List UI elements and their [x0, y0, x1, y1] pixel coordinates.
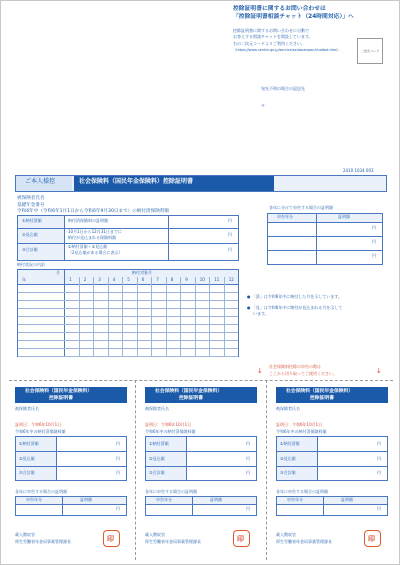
- card-proof-date: 証明日：令和6年10月1日: [145, 422, 192, 427]
- month-number: 1: [69, 277, 72, 282]
- cert-amount-header: 証明額: [338, 214, 350, 219]
- recipient-tab: [16, 176, 72, 191]
- card-row1: ①納付済額: [149, 441, 169, 446]
- postal-mark: 〒: [261, 103, 265, 108]
- contact-line-2: 「控除証明書相談チャット（24時間対応）」へ: [233, 14, 354, 20]
- card-header: [15, 387, 127, 403]
- cut-note-1: 社会保険料控除の申告の際は: [269, 364, 321, 369]
- certificate-title: 社会保険料（国民年金保険料）控除証明書: [79, 178, 194, 185]
- chat-desc-2: お答えする相談チャットを開設しています。: [233, 34, 313, 39]
- month-number: 3: [98, 277, 101, 282]
- row2-desc-1: 10月1日から12月31日までに: [68, 229, 122, 234]
- card-row1: ①納付済額: [19, 441, 39, 446]
- declare-year-header: 申告年分: [277, 214, 293, 219]
- insured-name-label: 被保険者氏名: [17, 196, 45, 201]
- period-label: 令和6年中（令和6年1月1日から令和6年9月30日まで）の納付済保険料額: [17, 209, 170, 214]
- card-yen-2: 円: [116, 456, 120, 461]
- month-number: 5: [127, 277, 130, 282]
- note-2: ● 「見」は令和6年中に納付が見込まれる月を示して: [247, 305, 343, 310]
- card-by-year: 各年に申告する場合の証明額: [145, 489, 197, 494]
- card-row2: ②見込額: [149, 456, 165, 461]
- chat-desc-3: 右の二次元コードよりご利用ください。: [233, 41, 305, 46]
- qr-label: 二次元コード: [361, 49, 380, 53]
- recipient-tab-label: ご本人様控: [25, 178, 56, 185]
- month-number: 8: [170, 277, 174, 282]
- card-declare-year: 申告年分: [26, 497, 42, 502]
- card-title-1: 社会保険料（国民年金保険料）: [25, 389, 93, 394]
- card-title-2: 控除証明書: [49, 396, 73, 401]
- card-row3: ③合計額: [19, 470, 35, 475]
- seal-text: 印: [368, 535, 375, 543]
- grid-row-line: [18, 348, 238, 349]
- card-cert-amount: 証明額: [341, 497, 353, 502]
- contact-line-1: 控除証明書に関するお問い合わせは: [233, 6, 326, 12]
- by-year-yen-2: 円: [372, 239, 376, 244]
- card-header: [145, 387, 257, 403]
- grid-row-line: [18, 292, 238, 293]
- payment-status-label: 納付状況の内訳: [17, 262, 45, 267]
- cut-arrow-icon-2: ↓: [376, 367, 382, 375]
- month-number: 2: [83, 277, 87, 282]
- card-title-1: 社会保険料（国民年金保険料）: [286, 389, 354, 394]
- card-yen-3: 円: [377, 470, 381, 475]
- month-number: 10: [199, 277, 205, 282]
- card-issuer-1: 歳入徴収官: [276, 532, 296, 537]
- row2-label: ②見込額: [22, 232, 38, 237]
- month-number: 4: [112, 277, 116, 282]
- grid-row-line: [18, 316, 238, 317]
- seal-stamp-icon: [103, 530, 120, 547]
- card-yen-1: 円: [116, 441, 120, 446]
- month-number: 11: [214, 277, 220, 282]
- row3-yen: 円: [228, 247, 232, 252]
- card-period: 令和6年中の納付済保険料額: [276, 429, 327, 434]
- document-number: 2410 1034 003: [343, 168, 374, 173]
- card-yen-3: 円: [116, 470, 120, 475]
- card-issuer-2: 厚生労働省年金局事業管理課長: [276, 539, 332, 544]
- card-by-year: 各年に申告する場合の証明額: [276, 489, 328, 494]
- year-header: 年: [22, 277, 26, 282]
- note-2-text: 「見」は令和6年中に納付が見込まれる月を示して: [251, 305, 343, 310]
- card-period: 令和6年中の納付済保険料額: [145, 429, 196, 434]
- row3-desc-2: （2見込額がある場合に表示）: [68, 250, 123, 255]
- cut-note-2: ここから切り取ってご使用ください。: [269, 371, 337, 376]
- note-1: ● 「済」は令和6年中に納付した月を示しています。: [247, 294, 342, 299]
- card-row3: ③合計額: [280, 470, 296, 475]
- month-number: 9: [185, 277, 188, 282]
- seal-text: 印: [107, 535, 114, 543]
- card-issuer-1: 歳入徴収官: [145, 532, 165, 537]
- card-by-year-table: [145, 496, 257, 516]
- cut-line-horizontal: [9, 380, 393, 381]
- card-row1: ①納付済額: [280, 441, 300, 446]
- card-by-year-table: [15, 496, 127, 516]
- card-amount-table: [145, 436, 257, 481]
- card-title-2: 控除証明書: [310, 396, 334, 401]
- card-row2: ②見込額: [19, 456, 35, 461]
- card-proof-date: 証明日：令和6年10月1日: [15, 422, 62, 427]
- row2-yen: 円: [228, 232, 232, 237]
- by-year-table: [267, 213, 383, 265]
- card-by-year-yen: 円: [377, 506, 381, 511]
- amount-table: [17, 215, 239, 261]
- row3-label: ③合計額: [22, 247, 38, 252]
- seal-stamp-icon: [364, 530, 381, 547]
- card-amount-table: [15, 436, 127, 481]
- chat-desc-1: 控除証明書に関するお問い合わせに自動で: [233, 28, 309, 33]
- card-yen-2: 円: [377, 456, 381, 461]
- qr-code-icon[interactable]: [357, 38, 383, 64]
- by-year-yen-1: 円: [372, 225, 376, 230]
- payment-status-grid: [17, 269, 239, 357]
- row2-desc-2: 納付が見込まれる保険料額: [68, 235, 116, 240]
- card-by-year-yen: 円: [246, 506, 250, 511]
- payment-month-header: 納付対象月: [132, 270, 152, 275]
- card-header: [276, 387, 388, 403]
- row3-desc-1: ①納付済額＋②見込額: [68, 244, 108, 249]
- card-title-2: 控除証明書: [179, 396, 203, 401]
- row1-yen: 円: [228, 218, 232, 223]
- seal-stamp-icon: [233, 530, 250, 547]
- grid-row-line: [18, 308, 238, 309]
- card-by-year-yen: 円: [116, 506, 120, 511]
- card-title-1: 社会保険料（国民年金保険料）: [155, 389, 223, 394]
- card-cert-amount: 証明額: [210, 497, 222, 502]
- card-name-label: 被保険者氏名: [276, 406, 300, 411]
- card-issuer-2: 厚生労働省年金局事業管理課長: [15, 539, 71, 544]
- row1-label: ①納付済額: [22, 218, 42, 223]
- card-declare-year: 申告年分: [287, 497, 303, 502]
- card-issuer-1: 歳入徴収官: [15, 532, 35, 537]
- card-row3: ③合計額: [149, 470, 165, 475]
- month-number: 7: [156, 277, 159, 282]
- card-cert-amount: 証明額: [80, 497, 92, 502]
- certificate-header: [15, 175, 387, 192]
- note-2-cont: います。: [253, 311, 269, 316]
- seal-text: 印: [237, 535, 244, 543]
- month-number: 6: [141, 277, 145, 282]
- grid-row-line: [18, 356, 238, 357]
- card-yen-3: 円: [246, 470, 250, 475]
- return-address-label: 宛先不明の場合の返送先: [261, 86, 305, 91]
- card-by-year-table: [276, 496, 388, 516]
- card-amount-table: [276, 436, 388, 481]
- title-band: [74, 176, 274, 191]
- row1-desc: 納付済保険料の証明額: [68, 218, 108, 223]
- month-header: 月: [56, 270, 60, 275]
- card-issuer-2: 厚生労働省年金局事業管理課長: [145, 539, 201, 544]
- grid-row-line: [18, 324, 238, 325]
- card-proof-date: 証明日：令和6年10月1日: [276, 422, 323, 427]
- card-period: 令和6年中の納付済保険料額: [15, 429, 66, 434]
- card-name-label: 被保険者氏名: [145, 406, 169, 411]
- card-yen-2: 円: [246, 456, 250, 461]
- card-yen-1: 円: [246, 441, 250, 446]
- grid-row-line: [18, 340, 238, 341]
- by-year-yen-3: 円: [372, 253, 376, 258]
- by-year-label: 各年に分けて申告する場合の証明額: [269, 205, 333, 210]
- card-yen-1: 円: [377, 441, 381, 446]
- card-name-label: 被保険者氏名: [15, 406, 39, 411]
- chat-url[interactable]: （https://www.nenkin.go.jp/service/seidozenpan/chatbot.html）: [233, 48, 341, 52]
- grid-row-line: [18, 332, 238, 333]
- grid-row-line: [18, 300, 238, 301]
- card-declare-year: 申告年分: [156, 497, 172, 502]
- card-by-year: 各年に申告する場合の証明額: [15, 489, 67, 494]
- note-1-text: 「済」は令和6年中に納付した月を示しています。: [251, 294, 342, 299]
- cut-arrow-icon: ↓: [257, 367, 263, 375]
- pension-number-label: 基礎年金番号: [17, 203, 45, 208]
- cut-line-vertical-1: [135, 380, 136, 560]
- month-number: 12: [228, 277, 234, 282]
- card-row2: ②見込額: [280, 456, 296, 461]
- cut-line-vertical-2: [266, 380, 267, 560]
